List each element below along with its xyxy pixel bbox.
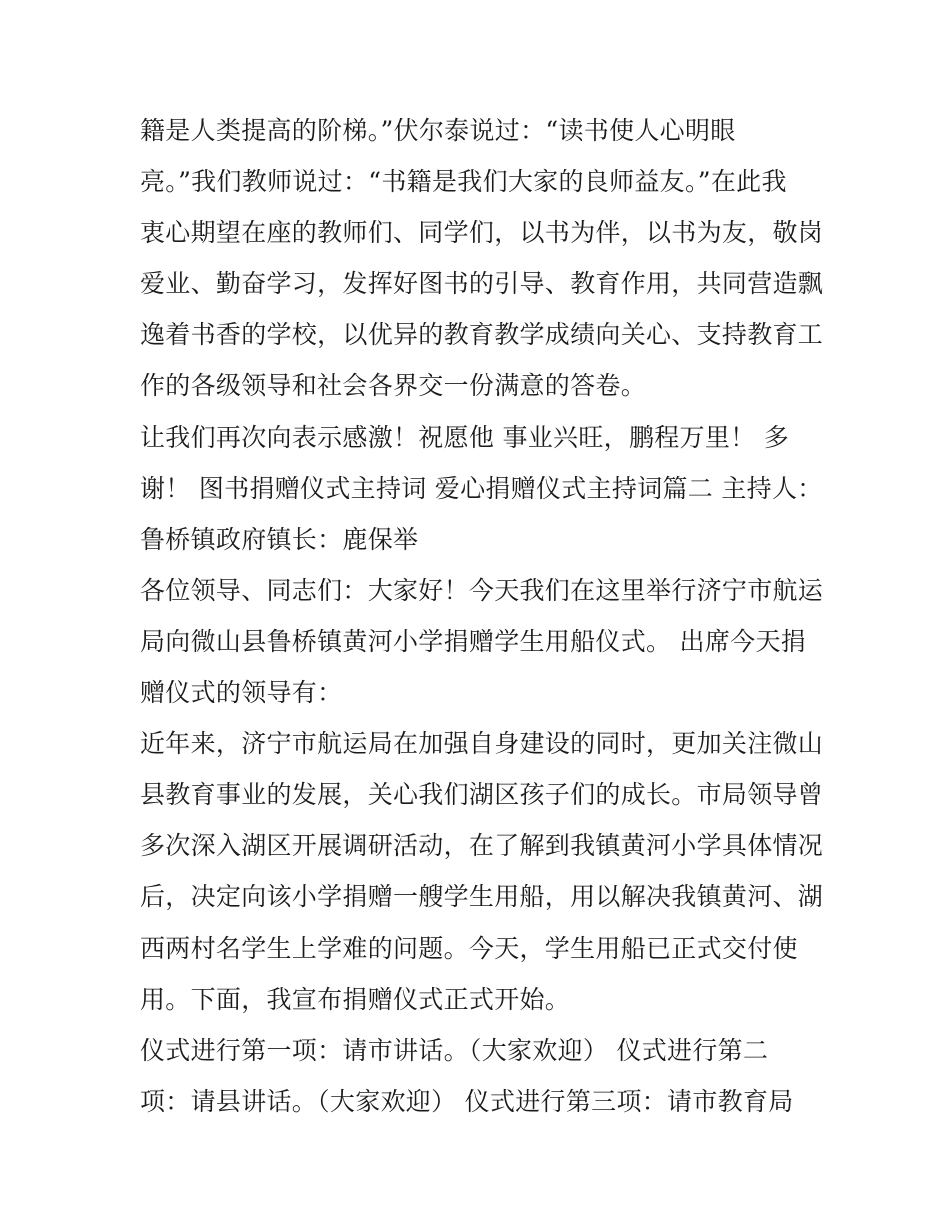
text-line: 局向微山县鲁桥镇黄河小学捐赠学生用船仪式。 出席今天捐 — [140, 626, 807, 656]
text-line: 县教育事业的发展，关心我们湖区孩子们的成长。市局领导曾 — [140, 780, 824, 810]
text-line: 爱业、勤奋学习，发挥好图书的引导、教育作用，共同营造飘 — [140, 269, 824, 299]
text-line: 鲁桥镇政府镇长：鹿保举 — [140, 524, 419, 554]
text-line: 让我们再次向表示感激！祝愿他 事业兴旺，鹏程万里！ 多 — [140, 422, 789, 452]
text-line: 衷心期望在座的教师们、同学们，以书为伴，以书为友，敬岗 — [140, 218, 824, 248]
text-line: 项：请县讲话。（大家欢迎） 仪式进行第三项：请市教育局 — [140, 1086, 794, 1116]
text-line: 亮。”我们教师说过：“书籍是我们大家的良师益友。”在此我 — [140, 167, 787, 197]
text-line: 谢！ 图书捐赠仪式主持词 爱心捐赠仪式主持词篇二 主持人： — [140, 473, 823, 503]
text-line: 后，决定向该小学捐赠一艘学生用船，用以解决我镇黄河、湖 — [140, 882, 824, 912]
text-line: 赠仪式的领导有： — [140, 678, 343, 708]
text-line: 各位领导、同志们：大家好！今天我们在这里举行济宁市航运 — [140, 575, 824, 605]
text-line: 仪式进行第一项：请市讲话。（大家欢迎） 仪式进行第二 — [140, 1035, 769, 1065]
text-line: 作的各级领导和社会各界交一份满意的答卷。 — [140, 371, 647, 401]
text-line: 近年来，济宁市航运局在加强自身建设的同时，更加关注微山 — [140, 729, 824, 759]
text-line: 多次深入湖区开展调研活动，在了解到我镇黄河小学具体情况 — [140, 831, 824, 861]
text-line: 用。下面，我宣布捐赠仪式正式开始。 — [140, 984, 571, 1014]
text-line: 逸着书香的学校，以优异的教育教学成绩向关心、支持教育工 — [140, 320, 824, 350]
document-body — [140, 105, 824, 1127]
text-line: 籍是人类提高的阶梯。”伏尔泰说过：“读书使人心明眼 — [140, 116, 736, 145]
text-line: 西两村名学生上学难的问题。今天，学生用船已正式交付使 — [140, 933, 798, 963]
